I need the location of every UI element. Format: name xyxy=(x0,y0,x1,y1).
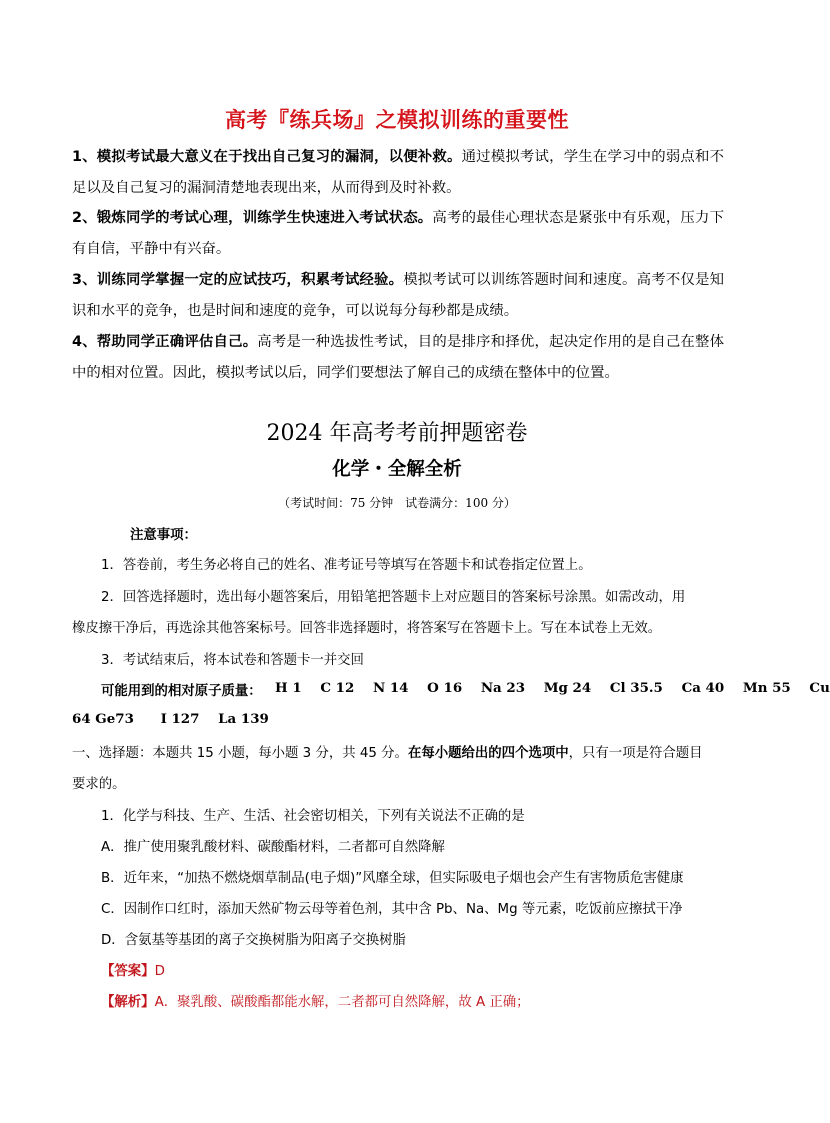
banner-title: 高考『练兵场』之模拟训练的重要性 xyxy=(225,108,569,132)
mass-entry: H 1 xyxy=(275,680,302,696)
notice-item-1: 1．答卷前，考生务必将自己的姓名、准考证号等填写在答题卡和试卷指定位置上。 xyxy=(101,558,592,573)
section-instructions-line-2: 要求的。 xyxy=(72,777,126,792)
banner-point-4 xyxy=(72,327,724,389)
point-lead: 1、模拟考试最大意义在于找出自己复习的漏洞，以便补救。 xyxy=(72,149,462,165)
exam-info: （考试时间：75 分钟 试卷满分：100 分） xyxy=(278,496,516,510)
question-1-option-a: A．推广使用聚乳酸材料、碳酸酯材料，二者都可自然降解 xyxy=(101,840,445,855)
mass-entry: Mg 24 xyxy=(543,680,592,696)
banner-point-1 xyxy=(72,142,724,204)
mass-entry: C 12 xyxy=(320,680,355,696)
atomic-mass-row-2 xyxy=(72,711,269,727)
mass-entry: Cl 35.5 xyxy=(609,680,663,696)
mass-entry: La 139 xyxy=(218,711,269,727)
analysis-label: 【解析】 xyxy=(101,995,155,1010)
question-1-option-b: B．近年来，“加热不燃烧烟草制品(电子烟)”风靡全球，但实际吸电子烟也会产生有害物质危害健康 xyxy=(101,871,684,886)
point-body: 高考是一种选拔性考试，目的是排序和择优，起决定作用的是自己在整体中的相对位置。因此，模拟考试以后，同学们要想法了解自己的成绩在整体中的位置。 xyxy=(72,334,724,381)
notice-item-3: 3．考试结束后，将本试卷和答题卡一并交回 xyxy=(101,653,364,668)
mass-entry: 64 Ge73 xyxy=(72,711,134,727)
mass-entry: Cu xyxy=(809,680,830,696)
question-1-stem: 1．化学与科技、生产、生活、社会密切相关，下列有关说法不正确的是 xyxy=(101,809,525,824)
section-instructions-line-1 xyxy=(72,742,703,761)
mass-entry: O 16 xyxy=(427,680,463,696)
mass-entry: Ca 40 xyxy=(681,680,725,696)
banner-point-2 xyxy=(72,203,724,265)
mass-entry: Na 23 xyxy=(480,680,526,696)
notice-item-2b: 橡皮擦干净后，再选涂其他答案标号。回答非选择题时，将答案写在答题卡上。写在本试卷上无效。 xyxy=(72,621,662,636)
exam-title: 2024 年高考考前押题密卷 xyxy=(266,421,528,446)
section-text: 一、选择题：本题共 15 小题，每小题 3 分，共 45 分。 xyxy=(72,746,408,761)
point-lead: 2、锻炼同学的考试心理，训练学生快速进入考试状态。 xyxy=(72,210,433,226)
section-text: ，只有一项是符合题目 xyxy=(568,746,703,761)
point-lead: 4、帮助同学正确评估自己。 xyxy=(72,334,258,350)
exam-subject: 化学・全解全析 xyxy=(332,459,462,480)
mass-entry: N 14 xyxy=(372,680,409,696)
atomic-mass-label: 可能用到的相对原子质量： xyxy=(101,684,262,699)
point-lead: 3、训练同学掌握一定的应试技巧，积累考试经验。 xyxy=(72,272,404,288)
section-text-bold: 在每小题给出的四个选项中 xyxy=(407,746,569,761)
atomic-mass-row-1 xyxy=(275,680,830,696)
banner-point-3 xyxy=(72,265,724,327)
point-body: 通过模拟考试，学生在学习中的弱点和不足以及自己复习的漏洞清楚地表现出来，从而得到及时补救。 xyxy=(72,149,724,196)
mass-entry: Mn 55 xyxy=(742,680,791,696)
notice-item-2a: 2．回答选择题时，选出每小题答案后，用铅笔把答题卡上对应题目的答案标号涂黑。如需改动，用 xyxy=(101,590,686,605)
question-1-answer xyxy=(101,960,165,979)
answer-label: 【答案】 xyxy=(101,964,155,979)
analysis-text: A．聚乳酸、碳酸酯都能水解，二者都可自然降解，故 A 正确； xyxy=(154,995,530,1010)
point-body: 模拟考试可以训练答题时间和速度。高考不仅是知识和水平的竞争，也是时间和速度的竞争，可以说每分每秒都是成绩。 xyxy=(72,272,724,319)
mass-entry: I 127 xyxy=(160,711,200,727)
question-1-option-c: C．因制作口红时，添加天然矿物云母等着色剂，其中含 Pb、Na、Mg 等元素，吃饭前应擦拭干净 xyxy=(101,902,683,917)
answer-value: D xyxy=(154,964,165,979)
point-body: 高考的最佳心理状态是紧张中有乐观，压力下有自信，平静中有兴奋。 xyxy=(72,210,724,257)
notice-heading: 注意事项： xyxy=(130,528,197,543)
question-1-analysis xyxy=(101,991,530,1010)
question-1-option-d: D．含氨基等基团的离子交换树脂为阳离子交换树脂 xyxy=(101,933,406,948)
